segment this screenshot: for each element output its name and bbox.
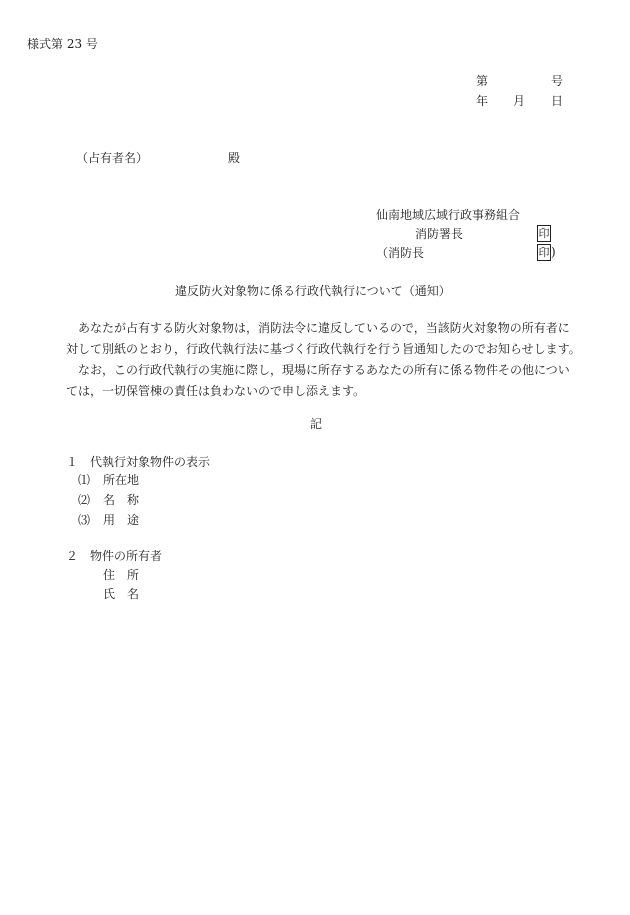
section1-item-num: ⑶ — [78, 513, 91, 527]
body-paragraph-2 — [66, 360, 606, 402]
date-month: 月 — [513, 94, 526, 108]
section1-item-num: ⑵ — [78, 493, 91, 507]
sender-title-fire-chief: （消防長 — [376, 246, 425, 260]
doc-number-prefix: 第 — [476, 74, 489, 88]
document-subject: 違反防火対象物に係る行政代執行について（通知） — [175, 284, 451, 298]
record-heading: 記 — [310, 417, 323, 431]
body-p2-line2: ては，一切保管棟の責任は負わないので申し添えます。 — [66, 384, 366, 398]
section1-item-use: 用 途 — [103, 513, 140, 527]
section1-item-location: 所在地 — [103, 473, 140, 487]
body-p1-line2: 対して別紙のとおり，行政代執行法に基づく行政代執行を行う旨通知したのでお知らせします。 — [66, 342, 581, 356]
body-p1-line1: あなたが占有する防火対象物は，消防法令に違反しているので，当該防火対象物の所有者に — [78, 321, 570, 335]
section1-title: １ 代執行対象物件の表示 — [66, 455, 211, 469]
form-number: 様式第 23 号 — [27, 37, 98, 51]
section1-item-num: ⑴ — [78, 473, 91, 487]
addressee-name: （占有者名） — [76, 151, 149, 165]
seal-close-paren: ) — [551, 245, 556, 259]
seal-stamp-1: 印 — [538, 227, 550, 240]
sender-title-chief: 消防署長 — [415, 227, 464, 241]
addressee-honorific: 殿 — [228, 151, 241, 165]
section2-item-address: 住 所 — [103, 568, 140, 582]
date-day: 日 — [551, 94, 564, 108]
section2-title: ２ 物件の所有者 — [66, 549, 163, 563]
doc-number-suffix: 号 — [551, 74, 564, 88]
section2-item-owner-name: 氏 名 — [103, 587, 140, 601]
body-p2-line1: なお，この行政代執行の実施に際し，現場に所存するあなたの所有に係る物件その他につい — [78, 363, 570, 377]
section1-item-name: 名 称 — [103, 493, 140, 507]
sender-organization: 仙南地域広域行政事務組合 — [376, 208, 521, 222]
seal-stamp-2: 印 ) — [538, 245, 556, 259]
date-year: 年 — [476, 94, 489, 108]
body-paragraph-1 — [66, 318, 606, 360]
